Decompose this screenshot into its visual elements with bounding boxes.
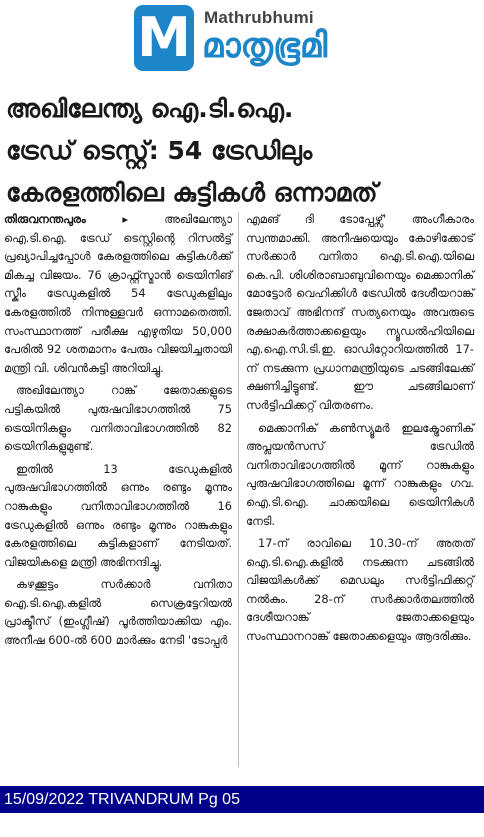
edition-footer xyxy=(0,786,484,813)
article-paragraph: അഖിലേന്ത്യാ റാങ്ക് ജേതാക്കളുടെ പട്ടികയിൽ പുരുഷവിഭാഗത്തിൽ 75 ട്രെയിനികളും വനിതാവിഭാഗത്തിൽ 82 ട്രെയിനികളുമുണ്ട്. xyxy=(4,383,232,454)
article-paragraph: എമങ് ദി ടോപ്പേഴ്സ്' അംഗീകാരം സ്വന്തമാക്കി. അനീഷയെയും കോഴിക്കോട് സർക്കാർ വനിതാ ഐ.ടി.ഐ.യിലെ കെ.പി. ശിശിരാബാബുവിനെയും മെക്കാനിക് മോട്ടോർ വെഹിക്കിൾ ട്രേഡിൽ ദേശീയറാങ്ക് ജേതാവ് അഭിനന്ദ് സത്യനെയും അവരുടെ രക്ഷാകർത്താക്കളെയും ന്യൂഡൽഹിയിലെ എ.ഐ.സി.ടി.ഇ. ഓഡിറ്റോറിയത്തിൽ 17-ന് നടക്കുന്ന പ്രധാനമന്ത്രിയുടെ ചടങ്ങിലേക്ക് ക്ഷണിച്ചിട്ടുണ്ട്. ഈ ചടങ്ങിലാണ് സർട്ടിഫിക്കറ്റ് വിതരണം. xyxy=(246,212,474,412)
mathrubhumi-logo xyxy=(134,5,194,71)
masthead xyxy=(130,2,360,74)
headline-line-1: അഖിലേന്ത്യ ഐ.ടി.ഐ. xyxy=(6,94,294,123)
headline-line-2: ട്രേഡ് ടെസ്റ്റ്: 54 ട്രേഡിലും xyxy=(6,136,313,165)
article-paragraph: ഇതിൽ 13 ട്രേഡുകളിൽ പുരുഷവിഭാഗത്തിൽ ഒന്നും രണ്ടും മൂന്നും റാങ്കുകളും വനിതാവിഭാഗത്തിൽ 16 ട്രേഡുകളിൽ ഒന്നും രണ്ടും മൂന്നും റാങ്കുകളും കേരളത്തിലെ കുട്ടികളാണ് നേടിയത്. വിജയികളെ മന്ത്രി അഭിനന്ദിച്ചു. xyxy=(4,461,232,569)
brand-name-malayalam: മാതൃഭൂമി xyxy=(202,26,328,66)
column-divider xyxy=(238,212,239,767)
dateline: തിരുവനന്തപുരം ▸ xyxy=(4,212,129,226)
brand-name-english: Mathrubhumi xyxy=(204,8,314,27)
article-paragraph xyxy=(4,210,232,377)
article-paragraph: മെക്കാനിക് കൺസ്യൂമർ ഇലക്ട്രോണിക് അപ്ലയൻസസ് ട്രേഡിൽ വനിതാവിഭാഗത്തിൽ മൂന്ന് റാങ്കുകളും പുരുഷവിഭാഗത്തിലെ മൂന്ന് റാങ്കുകളും ഗവ. ഐ.ടി.ഐ. ചാക്കയിലെ ട്രെയിനികൾ നേടി. xyxy=(246,420,474,528)
article-paragraph: 17-ന് രാവിലെ 10.30-ന് അതത് ഐ.ടി.ഐ.കളിൽ നടക്കുന്ന ചടങ്ങിൽ വിജയികൾക്ക് മെഡലും സർട്ടിഫിക്കറ്റ് നൽകും. 28-ന് സർക്കാർതലത്തിൽ ദേശീയറാങ്ക് ജേതാക്കളെയും സംസ്ഥാനറാങ്ക് ജേതാക്കളെയും ആദരിക്കും. xyxy=(246,536,474,644)
edition-label: 15/09/2022 TRIVANDRUM Pg 05 xyxy=(4,790,240,808)
article-paragraph: കഴക്കൂട്ടം സർക്കാർ വനിതാ ഐ.ടി.ഐ.കളിൽ സെക്രട്ടേറിയൽ പ്രാക്ടീസ് (ഇംഗ്ലീഷ്) പൂർത്തിയാക്കിയ എം. അനീഷ 600-ൽ 600 മാർക്കും നേടി 'ടോപ്പർ xyxy=(4,577,232,648)
article-column-right xyxy=(246,210,474,770)
article-column-left xyxy=(4,210,232,768)
paragraph-text: അഖിലേന്ത്യാ ഐ.ടി.ഐ. ട്രേഡ് ടെസ്റ്റിന്റെ റിസൽട്ട് പ്രഖ്യാപിച്ചപ്പോൾ കേരളത്തിലെ കുട്ടികൾക്ക് മികച്ച വിജയം. 76 ക്രാഫ്റ്റ്സ്മാൻ ട്രെയിനിങ് സ്കീം ട്രേഡുകളിൽ 54 ട്രേഡുകളിലും കേരളത്തിൽ നിന്നുള്ളവർ ഒന്നാമതെത്തി. സംസ്ഥാനത്ത് പരീക്ഷ എഴുതിയ 50,000 പേരിൽ 92 ശതമാനം പേരും വിജയിച്ചതായി മന്ത്രി വി. ശിവൻകുട്ടി അറിയിച്ചു. xyxy=(4,212,232,375)
headline xyxy=(6,88,480,214)
headline-line-3: കേരളത്തിലെ കുട്ടികൾ ഒന്നാമത് xyxy=(6,178,378,207)
logo-letter: M xyxy=(137,6,191,69)
